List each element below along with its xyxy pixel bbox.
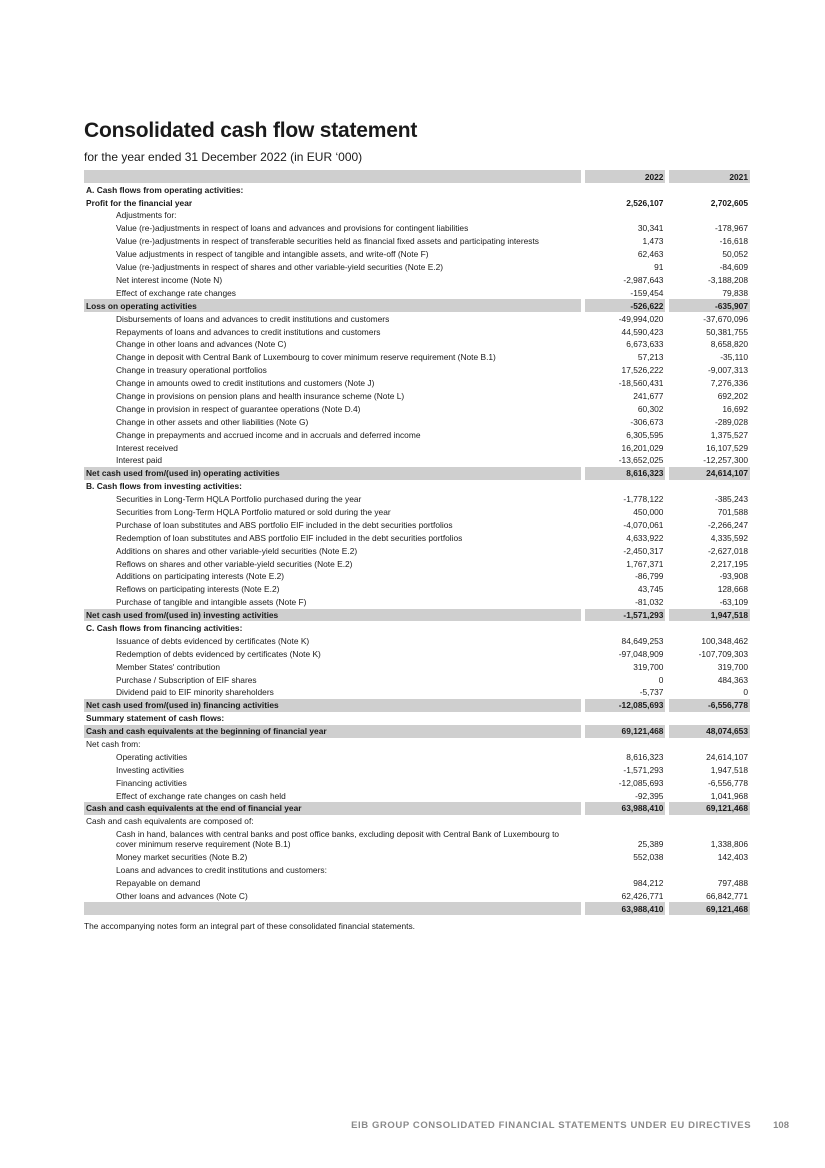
table-row: [84, 596, 750, 609]
row-label: Securities in Long-Term HQLA Portfolio purchased during the year: [116, 494, 362, 505]
table-row: [84, 828, 750, 851]
row-label: Purchase of loan substitutes and ABS portfolio EIF included in the debt securities portfolios: [116, 519, 453, 530]
value-2022: -49,994,020: [618, 313, 664, 324]
value-2022: [585, 183, 665, 196]
row-label: Redemption of loan substitutes and ABS portfolio EIF included in the debt securities portfolios: [116, 532, 463, 543]
table-row: [84, 196, 750, 209]
table-row: [84, 467, 750, 480]
value-2022: 241,677: [633, 390, 664, 401]
value-2021: 2,217,195: [710, 558, 748, 569]
table-row: [84, 454, 750, 467]
value-2021: 50,381,755: [706, 326, 748, 337]
value-2021: -107,709,303: [698, 648, 748, 659]
cash-flow-table: [84, 170, 750, 915]
page-title: Consolidated cash flow statement: [84, 119, 418, 142]
table-row: [84, 312, 750, 325]
table-row: [84, 570, 750, 583]
running-title: EIB GROUP CONSOLIDATED FINANCIAL STATEMENTS UNDER EU DIRECTIVES: [351, 1120, 752, 1131]
table-row: [84, 183, 750, 196]
value-2021: 1,338,806: [710, 839, 748, 850]
value-2021: 142,403: [717, 852, 748, 863]
value-2022: -1,571,293: [585, 609, 665, 622]
value-2022: 44,590,423: [621, 326, 664, 337]
row-label: Value (re-)adjustments in respect of transferable securities held as financial fixed assets and participating interests: [116, 236, 539, 247]
row-label: Effect of exchange rate changes on cash held: [116, 790, 286, 801]
value-2022: 0: [658, 674, 664, 685]
table-row: [84, 750, 750, 763]
value-2022: -2,987,643: [623, 274, 664, 285]
value-2021: 128,668: [717, 584, 748, 595]
row-label: Member States' contribution: [116, 661, 221, 672]
table-row: [84, 789, 750, 802]
table-row: [84, 325, 750, 338]
value-2022: -18,560,431: [618, 378, 664, 389]
row-label: Cash and cash equivalents at the beginning of financial year: [84, 725, 581, 738]
value-2021: 701,588: [717, 506, 748, 517]
row-label: Change in amounts owed to credit institutions and customers (Note J): [116, 378, 375, 389]
table-row: [84, 441, 750, 454]
row-label: Change in other assets and other liabilities (Note G): [116, 416, 309, 427]
table-row: [84, 428, 750, 441]
value-2021: -63,109: [719, 597, 748, 608]
row-label: C. Cash flows from financing activities:: [86, 622, 243, 633]
value-2021: 484,363: [717, 674, 748, 685]
table-row: [84, 493, 750, 506]
value-2022: -12,085,693: [585, 699, 665, 712]
row-label: Investing activities: [116, 764, 184, 775]
table-row: [84, 351, 750, 364]
table-row: [84, 647, 750, 660]
row-label: Change in provision in respect of guarantee operations (Note D.4): [116, 403, 361, 414]
value-2022: -2,450,317: [623, 545, 664, 556]
row-label: Redemption of debts evidenced by certificates (Note K): [116, 648, 321, 659]
value-2022: 69,121,468: [585, 725, 665, 738]
value-2022: -12,085,693: [618, 777, 664, 788]
value-2021: -3,188,208: [707, 274, 748, 285]
table-row: [84, 776, 750, 789]
row-label: Money market securities (Note B.2): [116, 852, 248, 863]
row-label: Issuance of debts evidenced by certificates (Note K): [116, 635, 310, 646]
table-row: [84, 389, 750, 402]
row-label: Operating activities: [116, 751, 188, 762]
header-label-cell: [84, 170, 581, 183]
row-label: Effect of exchange rate changes: [116, 287, 236, 298]
value-2022: [585, 864, 665, 877]
value-2021: 69,121,468: [669, 902, 750, 915]
row-label: Reflows on participating interests (Note E.2): [116, 584, 280, 595]
value-2022: 1,767,371: [626, 558, 664, 569]
value-2022: -4,070,061: [623, 519, 664, 530]
table-row: [84, 364, 750, 377]
value-2022: -1,778,122: [623, 494, 664, 505]
value-2022: 63,988,410: [585, 802, 665, 815]
value-2022: 2,526,107: [626, 197, 664, 208]
value-2022: 91: [654, 262, 664, 273]
value-2021: [669, 183, 750, 196]
table-row: [84, 261, 750, 274]
value-2021: -37,670,096: [703, 313, 748, 324]
value-2021: -84,609: [719, 262, 748, 273]
table-row: [84, 738, 750, 751]
row-label: B. Cash flows from investing activities:: [86, 481, 242, 492]
table-row: [84, 415, 750, 428]
row-label: Securities from Long-Term HQLA Portfolio matured or sold during the year: [116, 506, 391, 517]
value-2021: 8,658,820: [710, 339, 748, 350]
row-label: Net interest income (Note N): [116, 274, 223, 285]
value-2021: 0: [743, 687, 748, 698]
row-label: Dividend paid to EIF minority shareholders: [116, 687, 274, 698]
table-row: [84, 851, 750, 864]
row-label: Disbursements of loans and advances to credit institutions and customers: [116, 313, 390, 324]
row-label: Loss on operating activities: [84, 299, 581, 312]
row-label: Net cash used from/(used in) financing activities: [84, 699, 581, 712]
table-row: [84, 699, 750, 712]
value-2022: 57,213: [637, 352, 664, 363]
row-label: Other loans and advances (Note C): [116, 891, 248, 901]
value-2021: 16,107,529: [706, 442, 748, 453]
row-label: Change in deposit with Central Bank of Luxembourg to cover minimum reserve requirement (Note B.1): [116, 352, 496, 363]
table-row: [84, 402, 750, 415]
value-2022: 552,038: [633, 852, 664, 863]
table-row: [84, 890, 750, 903]
value-2021: [669, 864, 750, 877]
row-label: Cash in hand, balances with central banks and post office banks, excluding deposit with Central Bank of Luxembourg to cover minimum reserve requirement (Note B.1): [116, 829, 560, 850]
table-row: [84, 864, 750, 877]
value-2022: 63,988,410: [585, 902, 665, 915]
value-2021: 16,692: [722, 403, 748, 414]
row-label: Reflows on shares and other variable-yield securities (Note E.2): [116, 558, 353, 569]
value-2022: -306,673: [630, 416, 664, 427]
page-footer: [351, 1120, 789, 1131]
value-2021: -385,243: [714, 494, 748, 505]
table-row: [84, 480, 750, 493]
value-2022: 17,526,222: [621, 365, 664, 376]
value-2021: 319,700: [717, 661, 748, 672]
value-2022: -92,395: [635, 790, 664, 801]
value-2021: 4,335,592: [710, 532, 748, 543]
value-2021: [669, 209, 750, 222]
value-2021: [669, 712, 750, 725]
row-label: Change in other loans and advances (Note C): [116, 339, 287, 350]
value-2022: -1,571,293: [623, 764, 664, 775]
row-label: Net cash used from/(used in) operating activities: [84, 467, 581, 480]
value-2021: 69,121,468: [669, 802, 750, 815]
value-2021: -6,556,778: [707, 777, 748, 788]
row-label: Loans and advances to credit institutions and customers:: [116, 865, 327, 876]
table-row: [84, 877, 750, 890]
value-2021: [669, 480, 750, 493]
row-label: Value (re-)adjustments in respect of loans and advances and provisions for contingent liabilities: [116, 223, 469, 234]
value-2022: -159,454: [630, 287, 664, 298]
table-row: [84, 673, 750, 686]
row-label: Profit for the financial year: [86, 197, 193, 208]
value-2021: 79,838: [722, 287, 748, 298]
table-row: [84, 518, 750, 531]
value-2021: 100,348,462: [701, 635, 748, 646]
value-2022: 8,616,323: [626, 751, 664, 762]
table-row: [84, 505, 750, 518]
value-2022: -81,032: [635, 597, 664, 608]
row-label: Cash and cash equivalents at the end of financial year: [84, 802, 581, 815]
value-2022: 6,305,595: [626, 429, 664, 440]
value-2022: -13,652,025: [618, 455, 664, 466]
table-row: [84, 286, 750, 299]
row-label: Purchase of tangible and intangible assets (Note F): [116, 597, 307, 608]
value-2022: -5,737: [639, 687, 664, 698]
table-row: [84, 686, 750, 699]
table-row: [84, 273, 750, 286]
row-label: Change in treasury operational portfolios: [116, 365, 267, 376]
table-row: [84, 815, 750, 828]
value-2021: -93,908: [719, 571, 748, 582]
footnote: The accompanying notes form an integral part of these consolidated financial statements.: [84, 921, 416, 932]
table-row: [84, 299, 750, 312]
value-2021: -12,257,300: [703, 455, 748, 466]
table-row: [84, 763, 750, 776]
value-2022: [585, 738, 665, 751]
value-2021: 692,202: [717, 390, 748, 401]
table-header-row: [84, 170, 750, 183]
value-2021: 24,614,107: [706, 751, 748, 762]
value-2021: -35,110: [720, 352, 748, 363]
table-row: [84, 583, 750, 596]
table-row: [84, 377, 750, 390]
value-2021: -2,266,247: [707, 519, 748, 530]
value-2022: [585, 621, 665, 634]
value-2022: 6,673,633: [626, 339, 664, 350]
value-2022: -526,622: [585, 299, 665, 312]
value-2022: 4,633,922: [626, 532, 664, 543]
value-2021: 2,702,605: [710, 197, 748, 208]
table-row: [84, 209, 750, 222]
value-2022: 43,745: [637, 584, 664, 595]
column-header-2021: 2021: [669, 170, 750, 183]
row-label: Change in provisions on pension plans and health insurance scheme (Note L): [116, 390, 405, 401]
row-label: A. Cash flows from operating activities:: [86, 184, 244, 195]
table-row: [84, 531, 750, 544]
row-label: Net cash from:: [86, 739, 141, 749]
value-2021: [669, 738, 750, 751]
value-2022: [585, 815, 665, 828]
value-2021: [669, 815, 750, 828]
table-row: [84, 235, 750, 248]
row-label: Repayable on demand: [116, 878, 201, 889]
value-2021: 1,947,518: [710, 764, 748, 775]
value-2022: [585, 209, 665, 222]
value-2021: 24,614,107: [669, 467, 750, 480]
value-2022: 60,302: [637, 403, 664, 414]
table-row: [84, 609, 750, 622]
table-row: [84, 712, 750, 725]
value-2022: 25,389: [637, 839, 664, 850]
value-2021: -178,967: [714, 223, 748, 234]
value-2022: 84,649,253: [621, 635, 664, 646]
table-body: [84, 183, 750, 915]
row-label: Interest received: [116, 442, 178, 453]
value-2021: 7,276,336: [710, 378, 748, 389]
value-2021: 1,375,527: [710, 429, 748, 440]
value-2022: 1,473: [642, 236, 664, 247]
row-label: Value (re-)adjustments in respect of shares and other variable-yield securities (Note E.2): [116, 262, 444, 273]
value-2021: 48,074,653: [669, 725, 750, 738]
value-2022: 319,700: [633, 661, 664, 672]
value-2021: -9,007,313: [707, 365, 748, 376]
value-2022: -97,048,909: [618, 648, 664, 659]
value-2021: 1,041,968: [710, 790, 748, 801]
value-2021: 797,488: [717, 878, 748, 889]
value-2021: -635,907: [669, 299, 750, 312]
value-2021: -6,556,778: [669, 699, 750, 712]
statement-page: [84, 118, 750, 931]
value-2021: -289,028: [714, 416, 748, 427]
table-row: [84, 660, 750, 673]
value-2022: 16,201,029: [621, 442, 664, 453]
value-2022: [585, 480, 665, 493]
value-2022: 62,426,771: [621, 891, 664, 901]
value-2022: [585, 712, 665, 725]
value-2021: [669, 621, 750, 634]
page-subtitle: for the year ended 31 December 2022 (in EUR ‘000): [84, 150, 363, 164]
table-row: [84, 725, 750, 738]
value-2021: 66,842,771: [706, 891, 748, 901]
table-row: [84, 222, 750, 235]
table-row: [84, 621, 750, 634]
row-label: [84, 902, 581, 915]
row-label: Net cash used from/(used in) investing activities: [84, 609, 581, 622]
row-label: Repayments of loans and advances to credit institutions and customers: [116, 326, 381, 337]
value-2022: 450,000: [633, 506, 664, 517]
table-row: [84, 802, 750, 815]
table-row: [84, 902, 750, 915]
row-label: Interest paid: [116, 455, 163, 466]
value-2022: 8,616,323: [585, 467, 665, 480]
row-label: Cash and cash equivalents are composed of:: [86, 816, 254, 827]
value-2021: 50,052: [722, 249, 748, 260]
column-header-2022: 2022: [585, 170, 665, 183]
row-label: Change in prepayments and accrued income and in accruals and deferred income: [116, 429, 421, 440]
value-2022: 984,212: [633, 878, 664, 889]
row-label: Additions on shares and other variable-yield securities (Note E.2): [116, 545, 358, 556]
row-label: Purchase / Subscription of EIF shares: [116, 674, 257, 685]
value-2022: -86,799: [635, 571, 664, 582]
row-label: Summary statement of cash flows:: [86, 713, 225, 724]
row-label: Financing activities: [116, 777, 187, 788]
row-label: Value adjustments in respect of tangible and intangible assets, and write-off (Note F): [116, 249, 429, 260]
page-number: 108: [773, 1120, 789, 1131]
value-2021: -16,618: [719, 236, 748, 247]
table-row: [84, 544, 750, 557]
row-label: Adjustments for:: [116, 210, 177, 221]
value-2022: 30,341: [637, 223, 664, 234]
table-row: [84, 338, 750, 351]
value-2021: -2,627,018: [707, 545, 748, 556]
value-2022: 62,463: [637, 249, 664, 260]
table-row: [84, 634, 750, 647]
table-row: [84, 248, 750, 261]
value-2021: 1,947,518: [669, 609, 750, 622]
row-label: Additions on participating interests (Note E.2): [116, 571, 285, 582]
table-row: [84, 557, 750, 570]
